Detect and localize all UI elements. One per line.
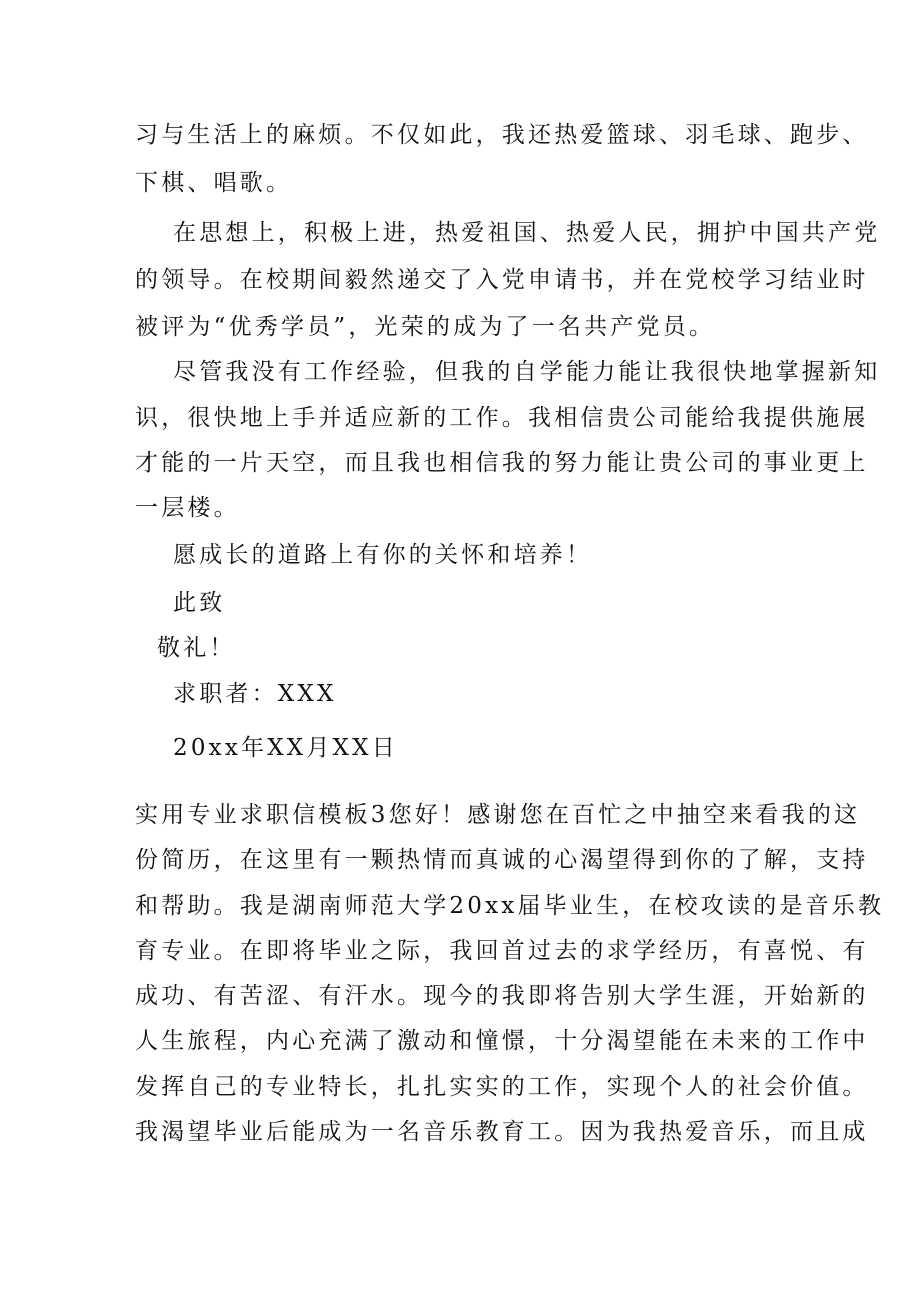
text-line: 成功、有苦涩、有汗水。现今的我即将告别大学生涯，开始新的 xyxy=(135,983,869,1009)
text-line: 份简历，在这里有一颗热情而真诚的心渴望得到你的了解，支持 xyxy=(135,847,869,873)
text-line: 才能的一片天空，而且我也相信我的努力能让贵公司的事业更上 xyxy=(135,450,869,476)
text-line: 尽管我没有工作经验，但我的自学能力能让我很快地掌握新知 xyxy=(173,359,881,385)
text-line: 下棋、唱歌。 xyxy=(135,170,293,196)
text-line: 我渴望毕业后能成为一名音乐教育工。因为我热爱音乐，而且成 xyxy=(135,1119,869,1145)
signature-applicant: 求职者：XXX xyxy=(173,681,337,707)
text-line: 人生旅程，内心充满了激动和憧憬，十分渴望能在未来的工作中 xyxy=(135,1028,869,1054)
text-line: 实用专业求职信模板3您好！感谢您在百忙之中抽空来看我的这 xyxy=(135,802,861,828)
text-line: 在思想上，积极上进，热爱祖国、热爱人民，拥护中国共产党 xyxy=(173,220,881,246)
text-line: 愿成长的道路上有你的关怀和培养！ xyxy=(173,542,593,568)
text-line: 习与生活上的麻烦。不仅如此，我还热爱篮球、羽毛球、跑步、 xyxy=(135,122,869,148)
signature-date: 20xx年XX月XX日 xyxy=(173,735,398,761)
text-line: 识，很快地上手并适应新的工作。我相信贵公司能给我提供施展 xyxy=(135,405,869,431)
text-line: 的领导。在校期间毅然递交了入党申请书，并在党校学习结业时 xyxy=(135,267,869,293)
closing-salutation: 此致 xyxy=(173,590,226,616)
text-line: 发挥自己的专业特长，扎扎实实的工作，实现个人的社会价值。 xyxy=(135,1074,869,1100)
text-line: 育专业。在即将毕业之际，我回首过去的求学经历，有喜悦、有 xyxy=(135,938,869,964)
closing-regards: 敬礼！ xyxy=(157,635,236,661)
text-line: 和帮助。我是湖南师范大学20xx届毕业生，在校攻读的是音乐教 xyxy=(135,893,885,919)
text-line: 被评为“优秀学员”，光荣的成为了一名共产党员。 xyxy=(135,314,716,340)
text-line: 一层楼。 xyxy=(135,495,240,521)
